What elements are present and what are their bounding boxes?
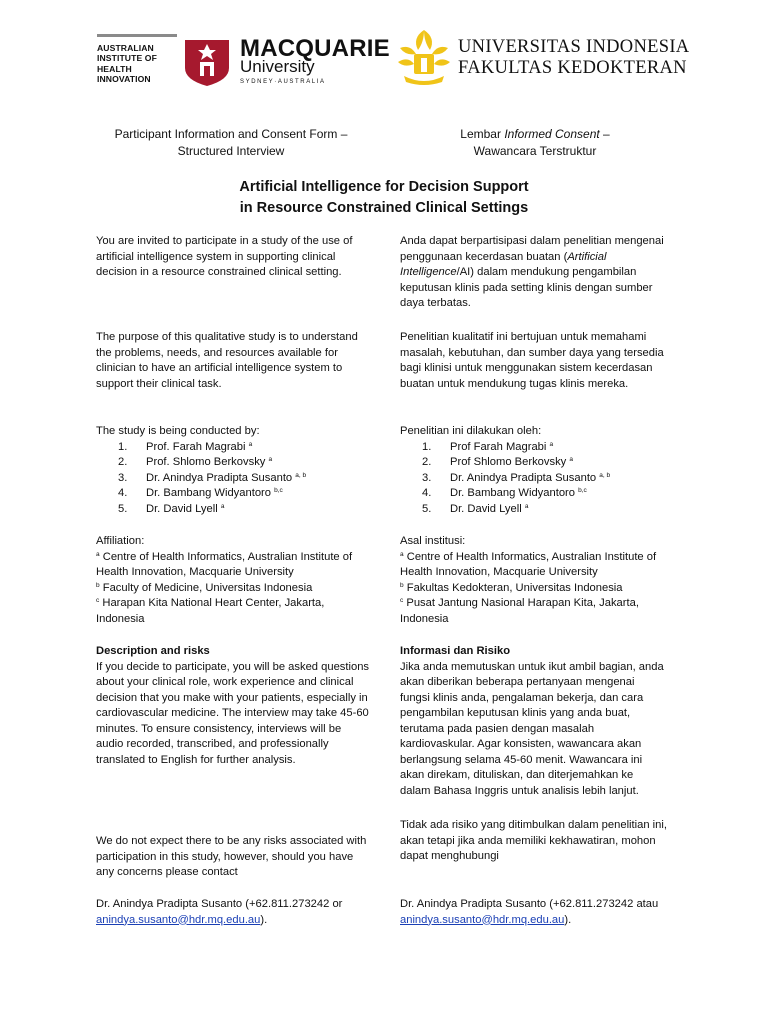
researcher-affiliation-mark: a, b — [295, 471, 307, 479]
indonesian-invite-pre: Anda dapat berpartisipasi dalam penelitian mengenai penggunaan kecerdasan buatan ( — [400, 235, 664, 263]
indonesian-contact-line: Dr. Anindya Pradipta Susanto (+62.811.273242 atau — [400, 898, 659, 910]
list-item — [422, 455, 672, 471]
list-item — [118, 455, 371, 471]
indonesian-researchers — [400, 424, 672, 517]
affiliation-item — [96, 550, 368, 581]
title-line2: in Resource Constrained Clinical Settings — [239, 200, 529, 216]
header-indonesian-line2: Wawancara Terstruktur — [473, 144, 597, 158]
list-number: 1. — [118, 440, 128, 453]
researcher-affiliation-mark: b,c — [274, 487, 283, 494]
affiliation-item — [400, 581, 665, 597]
macquarie-location: SYDNEY·AUSTRALIA — [240, 79, 326, 85]
researcher-name: Prof. Farah Magrabi — [146, 440, 249, 453]
english-invite — [96, 234, 371, 281]
universitas-indonesia-emblem-icon — [396, 28, 452, 86]
researcher-affiliation-mark: b,c — [578, 487, 587, 494]
indonesian-contact-email-line — [400, 913, 690, 929]
indonesian-purpose-text: Penelitian kualitatif ini bertujuan untuk memahami masalah, kebutuhan, dan sumber daya yang tersedia bagi klinisi untuk menggunakan sistem kecerdasan buatan untuk mendukung tugas klinis mereka. — [400, 331, 664, 390]
header-indonesian — [400, 126, 670, 160]
ui-faculty: FAKULTAS KEDOKTERAN — [458, 58, 687, 78]
indonesian-invite-text — [400, 234, 672, 312]
researcher-name: Dr. Bambang Widyantoro — [450, 487, 579, 499]
affiliation-item — [96, 596, 368, 627]
macquarie-name: MACQUARIE — [240, 35, 390, 62]
list-number: 5. — [422, 502, 432, 515]
affiliation-text: Centre of Health Informatics, Australian Institute of Health Innovation, Macquarie University — [96, 550, 353, 578]
researcher-name: Dr. David Lyell — [146, 502, 221, 515]
english-contact — [96, 897, 371, 928]
indonesian-contact — [400, 897, 690, 928]
english-description-heading: Description and risks — [96, 645, 210, 657]
aihi-line: INNOVATION — [97, 74, 151, 85]
indonesian-invite — [400, 234, 672, 312]
list-item — [422, 440, 672, 456]
researcher-affiliation-mark: a — [549, 440, 554, 448]
affiliation-mark: c — [400, 597, 404, 604]
list-item — [422, 486, 672, 502]
researcher-name: Dr. Bambang Widyantoro — [146, 487, 275, 499]
affiliation-text: Harapan Kita National Heart Center, Jakarta, Indonesia — [96, 597, 325, 625]
list-number: 2. — [118, 456, 128, 468]
affiliation-mark: a — [96, 550, 100, 558]
indonesian-description-heading: Informasi dan Risiko — [400, 645, 511, 657]
contact-end: ). — [564, 913, 572, 926]
researcher-name: Dr. Anindya Pradipta Susanto — [450, 471, 600, 484]
english-description-text: If you decide to participate, you will be asked questions about your clinical role, work experience and clinical decision that you make with your patients, especially in cardiovascular medicine. The interview may take 45-60 minutes. To ensure consistency, interviews will be audio recorded, transcribed, and professionally translated to English for further analysis. — [96, 660, 370, 766]
researcher-name: Prof Shlomo Berkovsky — [450, 456, 570, 468]
list-item — [422, 471, 672, 487]
indonesian-researcher-list — [400, 440, 672, 518]
english-contact-line: Dr. Anindya Pradipta Susanto (+62.811.273242 or — [96, 898, 343, 910]
contact-end: ). — [260, 913, 268, 926]
list-item — [118, 486, 371, 502]
english-invite-text: You are invited to participate in a study of the use of artificial intelligence system in supporting clinical decision in a resource constrained clinical setting. — [96, 235, 353, 278]
document-title — [0, 177, 768, 219]
english-description — [96, 644, 371, 768]
indonesian-affiliations — [400, 534, 665, 627]
researcher-affiliation-mark: a, b — [599, 471, 611, 479]
english-affiliation-label: Affiliation: — [96, 535, 145, 547]
header-english — [96, 126, 366, 160]
title-line1: Artificial Intelligence for Decision Support — [239, 179, 529, 195]
list-number: 3. — [422, 471, 432, 484]
indonesian-description-text: Jika anda memutuskan untuk ikut ambil bagian, anda akan diberikan beberapa pertanyaan mengenai fungsi klinis anda, pengalaman bekerja, dan cara pengambilan keputusan klinis yang anda buat, terutama pada pasien dengan masalah kardiovaskular. Agar konsisten, wawancara akan berlangsung selama 45-60 menit. Wawancara ini akan direkam, dituliskan, dan diterjemahkan ke dalam Bahasa Inggris untuk analisis lebih lanjut. — [400, 660, 664, 797]
aihi-line: HEALTH — [97, 63, 132, 74]
indonesian-conducted-by: Penelitian ini dilakukan oleh: — [400, 425, 542, 437]
list-number: 4. — [422, 487, 432, 499]
header-indonesian-post: – — [599, 127, 610, 141]
header-english-line1: Participant Information and Consent Form – — [114, 127, 348, 141]
affiliation-mark: a — [400, 550, 404, 558]
list-item — [118, 471, 371, 487]
researcher-affiliation-mark: a — [569, 456, 574, 463]
list-item — [118, 502, 371, 518]
english-affiliations — [96, 534, 368, 627]
header-indonesian-italic: Informed Consent — [504, 127, 600, 141]
list-number: 1. — [422, 440, 432, 453]
list-number: 4. — [118, 487, 128, 499]
indonesian-risks — [400, 818, 670, 865]
english-purpose — [96, 330, 371, 392]
list-number: 5. — [118, 502, 128, 515]
indonesian-invite-italic: Artificial Intelligence — [400, 250, 607, 278]
list-number: 3. — [118, 471, 128, 484]
affiliation-text: Faculty of Medicine, Universitas Indonesia — [99, 581, 313, 594]
affiliation-item — [400, 596, 665, 627]
indonesian-affiliation-label: Asal institusi: — [400, 535, 466, 547]
header-indonesian-pre: Lembar — [460, 127, 505, 141]
indonesian-invite-post: /AI) dalam mendukung pengambilan keputusan klinis pada setting klinis dengan sumber daya terbatas. — [400, 266, 653, 309]
affiliation-mark: b — [400, 581, 404, 589]
affiliation-text: Pusat Jantung Nasional Harapan Kita, Jakarta, Indonesia — [400, 597, 639, 625]
macquarie-university: University — [240, 57, 315, 76]
affiliation-text: Fakultas Kedokteran, Universitas Indonesia — [403, 581, 623, 594]
list-item — [422, 502, 672, 518]
english-risks — [96, 834, 371, 881]
english-risks-text: We do not expect there to be any risks associated with participation in this study, however, should you have any concerns please contact — [96, 835, 367, 878]
aihi-logo — [97, 34, 177, 85]
aihi-line: AUSTRALIAN — [97, 43, 154, 53]
macquarie-shield-icon — [185, 40, 229, 86]
indonesian-purpose — [400, 330, 672, 392]
affiliation-item — [96, 581, 368, 597]
affiliation-mark: b — [96, 581, 100, 589]
affiliation-text: Centre of Health Informatics, Australian Institute of Health Innovation, Macquarie University — [400, 550, 657, 578]
header-indonesian-line1 — [400, 126, 670, 143]
list-item — [118, 440, 371, 456]
researcher-name: Prof. Shlomo Berkovsky — [146, 456, 269, 468]
english-contact-email-line — [96, 913, 371, 929]
researcher-name: Prof Farah Magrabi — [450, 440, 550, 453]
affiliation-mark: c — [96, 597, 100, 604]
researcher-name: Dr. Anindya Pradipta Susanto — [146, 471, 296, 484]
indonesian-description — [400, 644, 665, 799]
researcher-name: Dr. David Lyell — [450, 502, 525, 515]
researcher-affiliation-mark: a — [268, 456, 273, 463]
list-number: 2. — [422, 456, 432, 468]
english-email-link[interactable]: anindya.susanto@hdr.mq.edu.au — [96, 913, 261, 926]
english-purpose-text: The purpose of this qualitative study is to understand the problems, needs, and resources available for clinician to have an artificial intelligence system to support their clinical task. — [96, 331, 358, 390]
english-conducted-by: The study is being conducted by: — [96, 425, 260, 437]
indonesian-risks-text: Tidak ada risiko yang ditimbulkan dalam penelitian ini, akan tetapi jika anda memiliki kekhawatiran, mohon dapat menghubungi — [400, 819, 667, 862]
indonesian-email-link[interactable]: anindya.susanto@hdr.mq.edu.au — [400, 913, 565, 926]
ui-name: UNIVERSITAS INDONESIA — [458, 37, 690, 57]
english-researchers — [96, 424, 371, 517]
researcher-affiliation-mark: a — [220, 502, 225, 510]
researcher-affiliation-mark: a — [248, 440, 253, 448]
header-english-line2: Structured Interview — [177, 144, 285, 158]
researcher-affiliation-mark: a — [524, 502, 529, 510]
aihi-line: INSTITUTE OF — [97, 53, 157, 64]
affiliation-item — [400, 550, 665, 581]
english-researcher-list — [96, 440, 371, 518]
